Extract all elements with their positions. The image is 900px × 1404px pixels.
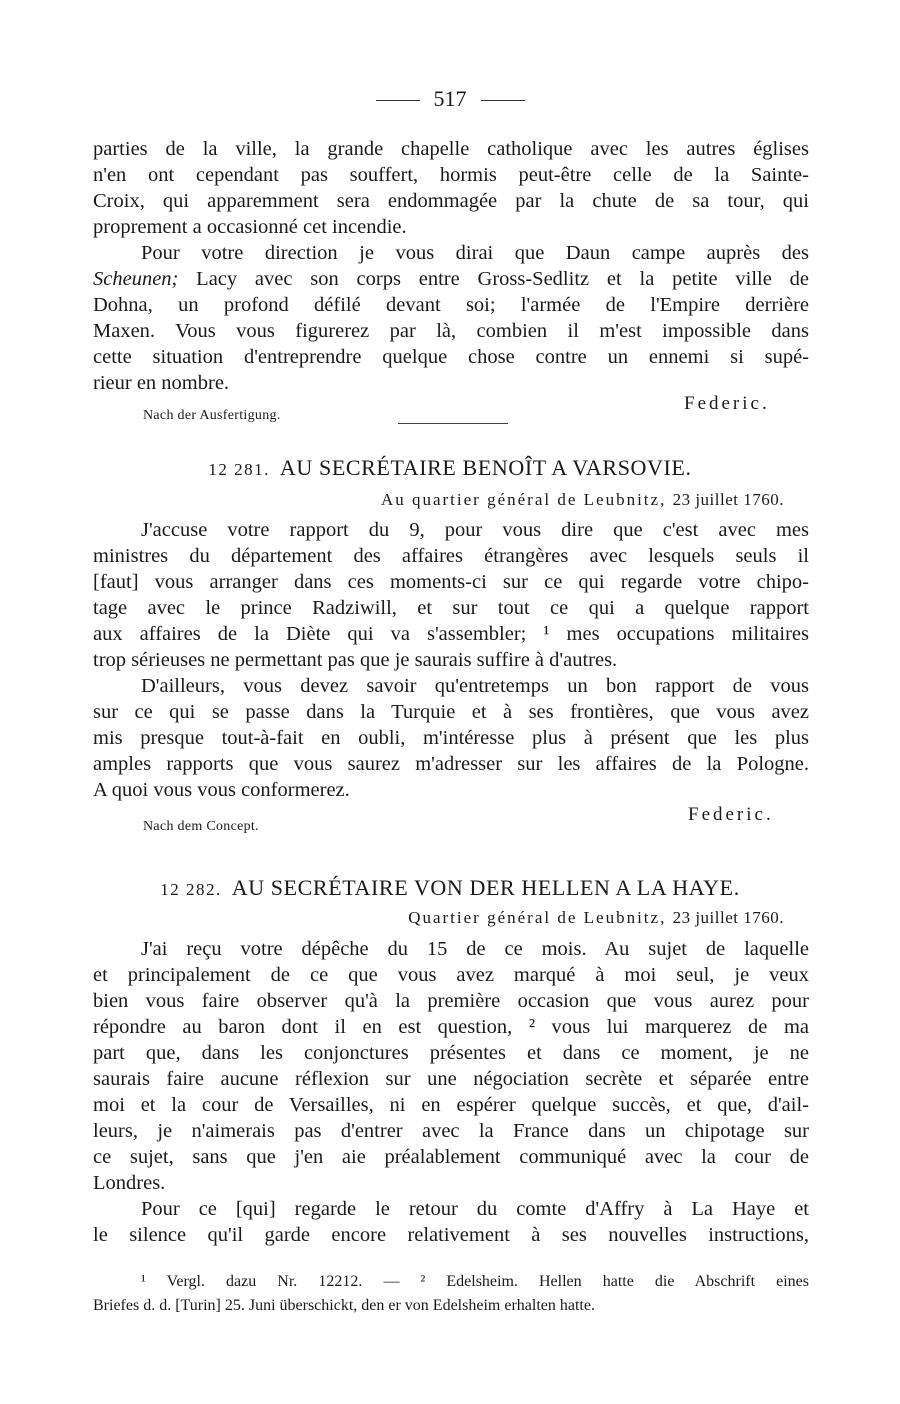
text-line: répondre au baron dont il en est question, ² vous lui marquerez de ma (93, 1016, 809, 1038)
text-line: trop sérieuses ne permettant pas que je saurais suffire à d'autres. (93, 649, 618, 671)
text-line: cette situation d'entreprendre quelque chose contre un ennemi si supé- (93, 346, 809, 368)
text-line: part que, dans les conjonctures présentes et dans ce moment, je ne (93, 1042, 809, 1064)
signature: Federic. (688, 804, 774, 825)
text-line: n'en ont cependant pas souffert, hormis peut-être celle de la Sainte- (93, 164, 809, 186)
text-line: J'ai reçu votre dépêche du 15 de ce mois. Au sujet de laquelle (141, 938, 809, 960)
letter-heading (0, 455, 900, 481)
text-line: J'accuse votre rapport du 9, pour vous dire que c'est avec mes (141, 519, 809, 541)
text-line: ministres du département des affaires étrangères avec lesquels seuls il (93, 545, 809, 567)
source-note: Nach dem Concept. (143, 819, 259, 834)
text-line: tage avec le prince Radziwill, et sur tout ce qui a quelque rapport (93, 597, 809, 619)
text-line: sur ce qui se passe dans la Turquie et à ses frontières, que vous avez (93, 701, 809, 723)
letter-title: AU SECRÉTAIRE BENOÎT A VARSOVIE. (279, 455, 692, 480)
letter-heading (0, 875, 900, 901)
text-line: Croix, qui apparemment sera endommagée par la chute de sa tour, qui (93, 190, 809, 212)
letter-body (93, 936, 809, 1248)
text-line: ce sujet, sans que j'en aie préalablement communiqué avec la cour de (93, 1146, 809, 1168)
dateline (408, 908, 784, 928)
separator-rule (398, 423, 508, 424)
continuation-text (93, 136, 809, 396)
text-line: amples rapports que vous saurez m'adresser sur les affaires de la Pologne. (93, 753, 809, 775)
text-line: et principalement de ce que vous avez marqué à moi seul, je veux (93, 964, 809, 986)
page-header (0, 86, 900, 112)
text-line: Maxen. Vous vous figurerez par là, combien il m'est impossible dans (93, 320, 809, 342)
text-line: [faut] vous arranger dans ces moments-ci sur ce qui regarde votre chipo- (93, 571, 809, 593)
dateline (381, 490, 784, 510)
text-line: Pour ce [qui] regarde le retour du comte d'Affry à La Haye et (141, 1198, 809, 1220)
text-line: aux affaires de la Diète qui va s'assembler; ¹ mes occupations militaires (93, 623, 809, 645)
page-number: 517 (433, 86, 467, 111)
header-rule-left (376, 100, 420, 101)
text-line: D'ailleurs, vous devez savoir qu'entretemps un bon rapport de vous (141, 675, 809, 697)
header-rule-right (481, 100, 525, 101)
signature: Federic. (684, 393, 770, 414)
text-line: Pour votre direction je vous dirai que Daun campe auprès des (141, 242, 809, 264)
text-line: le silence qu'il garde encore relativement à ses nouvelles instructions, (93, 1224, 809, 1246)
letter-number: 12 282. (160, 880, 222, 899)
text-line: moi et la cour de Versailles, ni en espérer quelque succès, et que, d'ail- (93, 1094, 809, 1116)
italic-place-name: Scheunen; (93, 268, 179, 290)
footnotes (93, 1270, 809, 1318)
dateline-date: 23 juillet 1760. (672, 490, 784, 509)
dateline-place: Quartier général de Leubnitz, (408, 908, 667, 927)
text-line: leurs, je n'aimerais pas d'entrer avec la France dans un chipotage sur (93, 1120, 809, 1142)
text-line (93, 266, 809, 292)
text-line: rieur en nombre. (93, 372, 230, 394)
letter-body (93, 517, 809, 803)
text-line: Dohna, un profond défilé devant soi; l'armée de l'Empire derrière (93, 294, 809, 316)
text-fragment: Lacy avec son corps entre Gross-Sedlitz et la petite ville de (178, 268, 809, 290)
text-line: parties de la ville, la grande chapelle catholique avec les autres églises (93, 138, 809, 160)
text-line: bien vous faire observer qu'à la première occasion que vous aurez pour (93, 990, 809, 1012)
text-line: mis presque tout-à-fait en oubli, m'intéresse plus à présent que les plus (93, 727, 809, 749)
letter-title: AU SECRÉTAIRE VON DER HELLEN A LA HAYE. (231, 875, 740, 900)
text-line: proprement a occasionné cet incendie. (93, 216, 407, 238)
footnote-line: Briefes d. d. [Turin] 25. Juni überschickt, den er von Edelsheim erhalten hatte. (93, 1297, 595, 1314)
text-line: A quoi vous vous conformerez. (93, 779, 350, 801)
source-note: Nach der Ausfertigung. (143, 408, 281, 423)
letter-number: 12 281. (208, 460, 270, 479)
text-line: saurais faire aucune réflexion sur une négociation secrète et séparée entre (93, 1068, 809, 1090)
footnote-line: ¹ Vergl. dazu Nr. 12212. — ² Edelsheim. Hellen hatte die Abschrift eines (141, 1273, 809, 1290)
dateline-place: Au quartier général de Leubnitz, (380, 490, 667, 509)
dateline-date: 23 juillet 1760. (672, 908, 784, 927)
text-line: Londres. (93, 1172, 166, 1194)
